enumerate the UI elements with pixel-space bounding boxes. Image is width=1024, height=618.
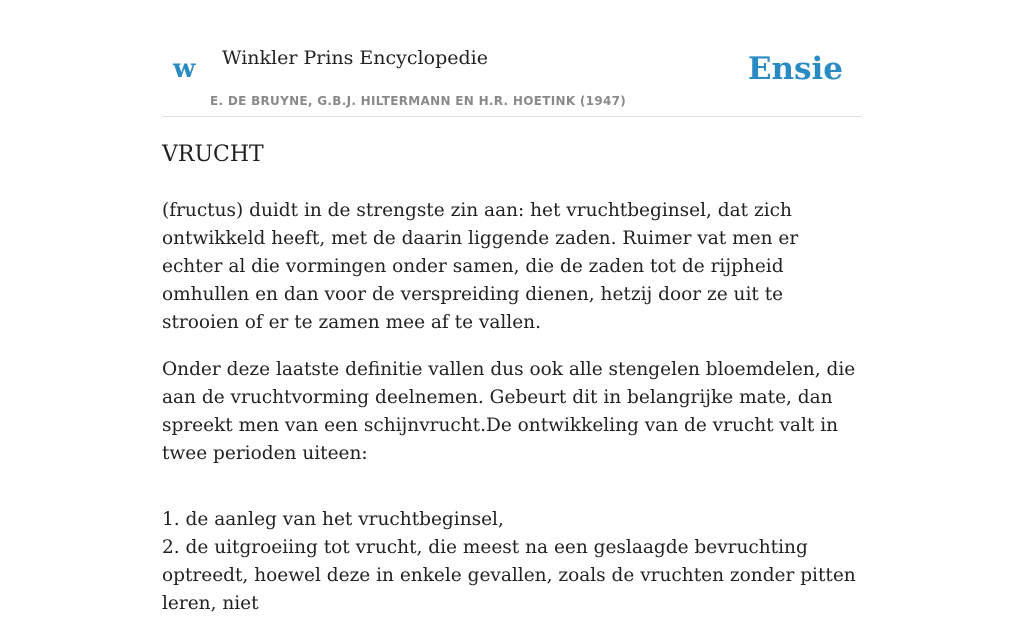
entry-paragraph: (fructus) duidt in de strengste zin aan: het vruchtbeginsel, dat zich ontwikkeld heeft, met de daarin liggende zaden. Ruimer vat men er echter al die vormingen onder samen, die de zaden tot de rijpheid omhullen en dan voor de verspreiding dienen, hetzij door ze uit te strooien of er te zamen mee af te vallen. <box>162 200 799 333</box>
winkler-prins-logo[interactable]: w <box>173 54 196 84</box>
spacer <box>162 487 862 506</box>
entry-content <box>162 138 862 618</box>
source-authors: E. DE BRUYNE, G.B.J. HILTERMANN EN H.R. HOETINK (1947) <box>210 94 627 108</box>
source-header <box>162 0 862 117</box>
entry-title: VRUCHT <box>162 142 264 167</box>
entry-paragraph: Onder deze laatste definitie vallen dus ook alle stengelen bloemdelen, die aan de vruchtvorming deelnemen. Gebeurt dit in belangrijke mate, dan spreekt men van een schijnvrucht.De ontwikkeling van de vrucht valt in twee perioden uiteen: <box>162 359 856 464</box>
source-title[interactable]: Winkler Prins Encyclopedie <box>222 47 488 69</box>
list-item: 1. de aanleg van het vruchtbeginsel, <box>162 509 504 530</box>
ensie-logo[interactable]: Ensie <box>747 51 843 87</box>
list-item: 2. de uitgroeiing tot vrucht, die meest na een geslaagde bevruchting optreedt, hoewel deze in enkele gevallen, zoals de vruchten zonder pitten leren, niet <box>162 537 856 614</box>
development-stages-list <box>162 506 862 618</box>
